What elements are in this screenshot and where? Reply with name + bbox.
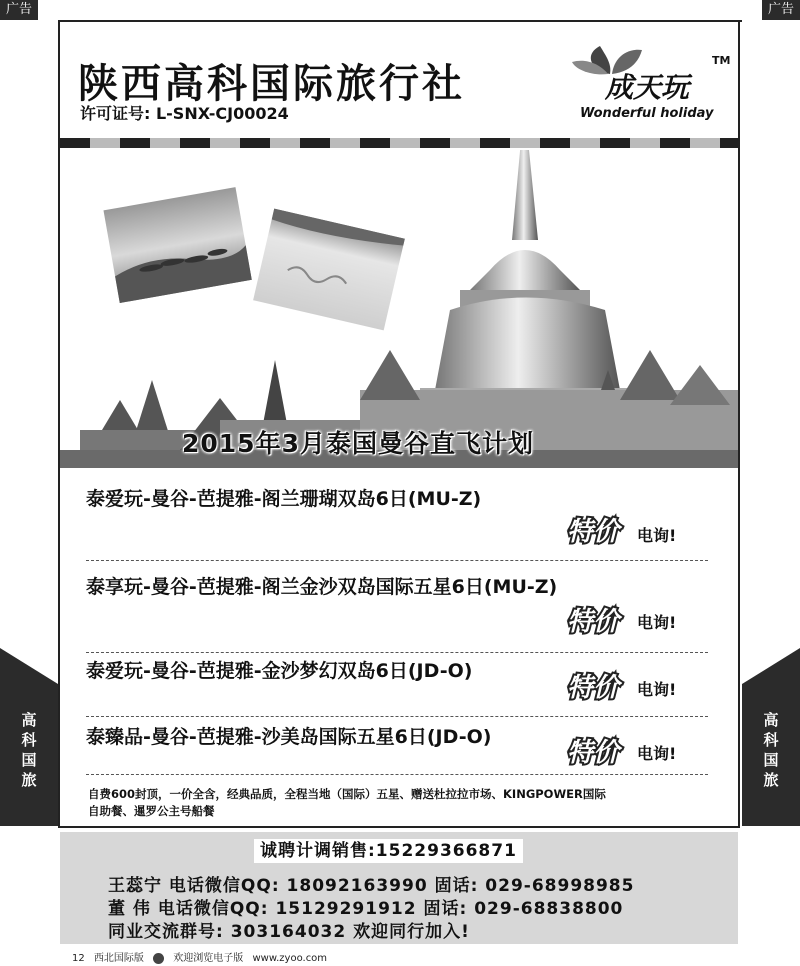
contact-line-2: 董 伟 电话微信QQ: 15129291912 固话: 029-68838800 [108, 899, 624, 919]
contact-line-1: 王蕊宁 电话微信QQ: 18092163990 固话: 029-68998985 [108, 876, 635, 896]
recruitment-line: 诚聘计调销售:15229366871 [254, 839, 523, 863]
route-4-price: 电询! [637, 744, 677, 763]
note-line: 自助餐、暹罗公主号船餐 [88, 804, 215, 818]
seal-icon [153, 953, 164, 964]
side-tab-char: 科 [21, 731, 37, 749]
special-price-label: 特价 [567, 738, 620, 768]
brand-name: 成天玩 [605, 71, 690, 104]
side-tab-char: 高 [21, 711, 37, 729]
side-tab-left [0, 648, 58, 826]
footer [72, 949, 333, 964]
special-price-icon [563, 600, 637, 638]
footer-text: 欢迎浏览电子版 [173, 953, 244, 964]
page-number: 12 [72, 953, 85, 964]
side-tab-char: 旅 [21, 771, 37, 789]
trademark-mark: TM [712, 54, 731, 67]
ad-tag-right: 广告 [762, 0, 800, 20]
side-tab-char: 科 [763, 731, 779, 749]
side-tab-char: 旅 [763, 771, 779, 789]
itinerary-note [88, 786, 728, 820]
divider [86, 774, 708, 775]
note-line: 自费600封顶，一价全含，经典品质，全程当地（国际）五星、赠送杜拉拉市场、KINGPOWER国际 [88, 787, 606, 801]
special-price-icon [563, 666, 637, 704]
brand-logo [570, 40, 730, 130]
hero-image [60, 150, 738, 468]
edition-name: 西北国际版 [93, 953, 144, 964]
route-3-name: 泰爱玩-曼谷-芭提雅-金沙梦幻双岛6日(JD-O) [86, 660, 473, 682]
license-number: 许可证号: L-SNX-CJ00024 [80, 104, 289, 123]
route-4-name: 泰臻品-曼谷-芭提雅-沙美岛国际五星6日(JD-O) [86, 726, 492, 748]
divider [86, 560, 708, 561]
special-price-icon [563, 510, 637, 548]
route-2-price: 电询! [637, 613, 677, 632]
route-1-price: 电询! [637, 526, 677, 545]
side-tab-right [742, 648, 800, 826]
banner-title: 2015年3月泰国曼谷直飞计划 [182, 429, 534, 458]
route-2-name: 泰享玩-曼谷-芭提雅-阁兰金沙双岛国际五星6日(MU-Z) [86, 576, 558, 598]
side-tab-char: 国 [21, 751, 37, 769]
special-price-label: 特价 [567, 673, 620, 703]
special-price-label: 特价 [567, 517, 620, 547]
special-price-label: 特价 [567, 607, 620, 637]
divider [86, 716, 708, 717]
route-1-name: 泰爱玩-曼谷-芭提雅-阁兰珊瑚双岛6日(MU-Z) [86, 488, 482, 510]
side-tab-char: 国 [763, 751, 779, 769]
contact-line-3: 同业交流群号: 303164032 欢迎同行加入! [108, 922, 470, 942]
footer-url[interactable]: www.zyoo.com [252, 953, 328, 964]
agency-name: 陕西高科国际旅行社 [78, 61, 465, 107]
special-price-icon [563, 731, 637, 769]
side-tab-char: 高 [763, 711, 779, 729]
route-3-price: 电询! [637, 680, 677, 699]
checker-bar-top [60, 138, 738, 148]
ad-tag-left: 广告 [0, 0, 38, 20]
divider [86, 652, 708, 653]
brand-slogan: Wonderful holiday [580, 106, 714, 121]
